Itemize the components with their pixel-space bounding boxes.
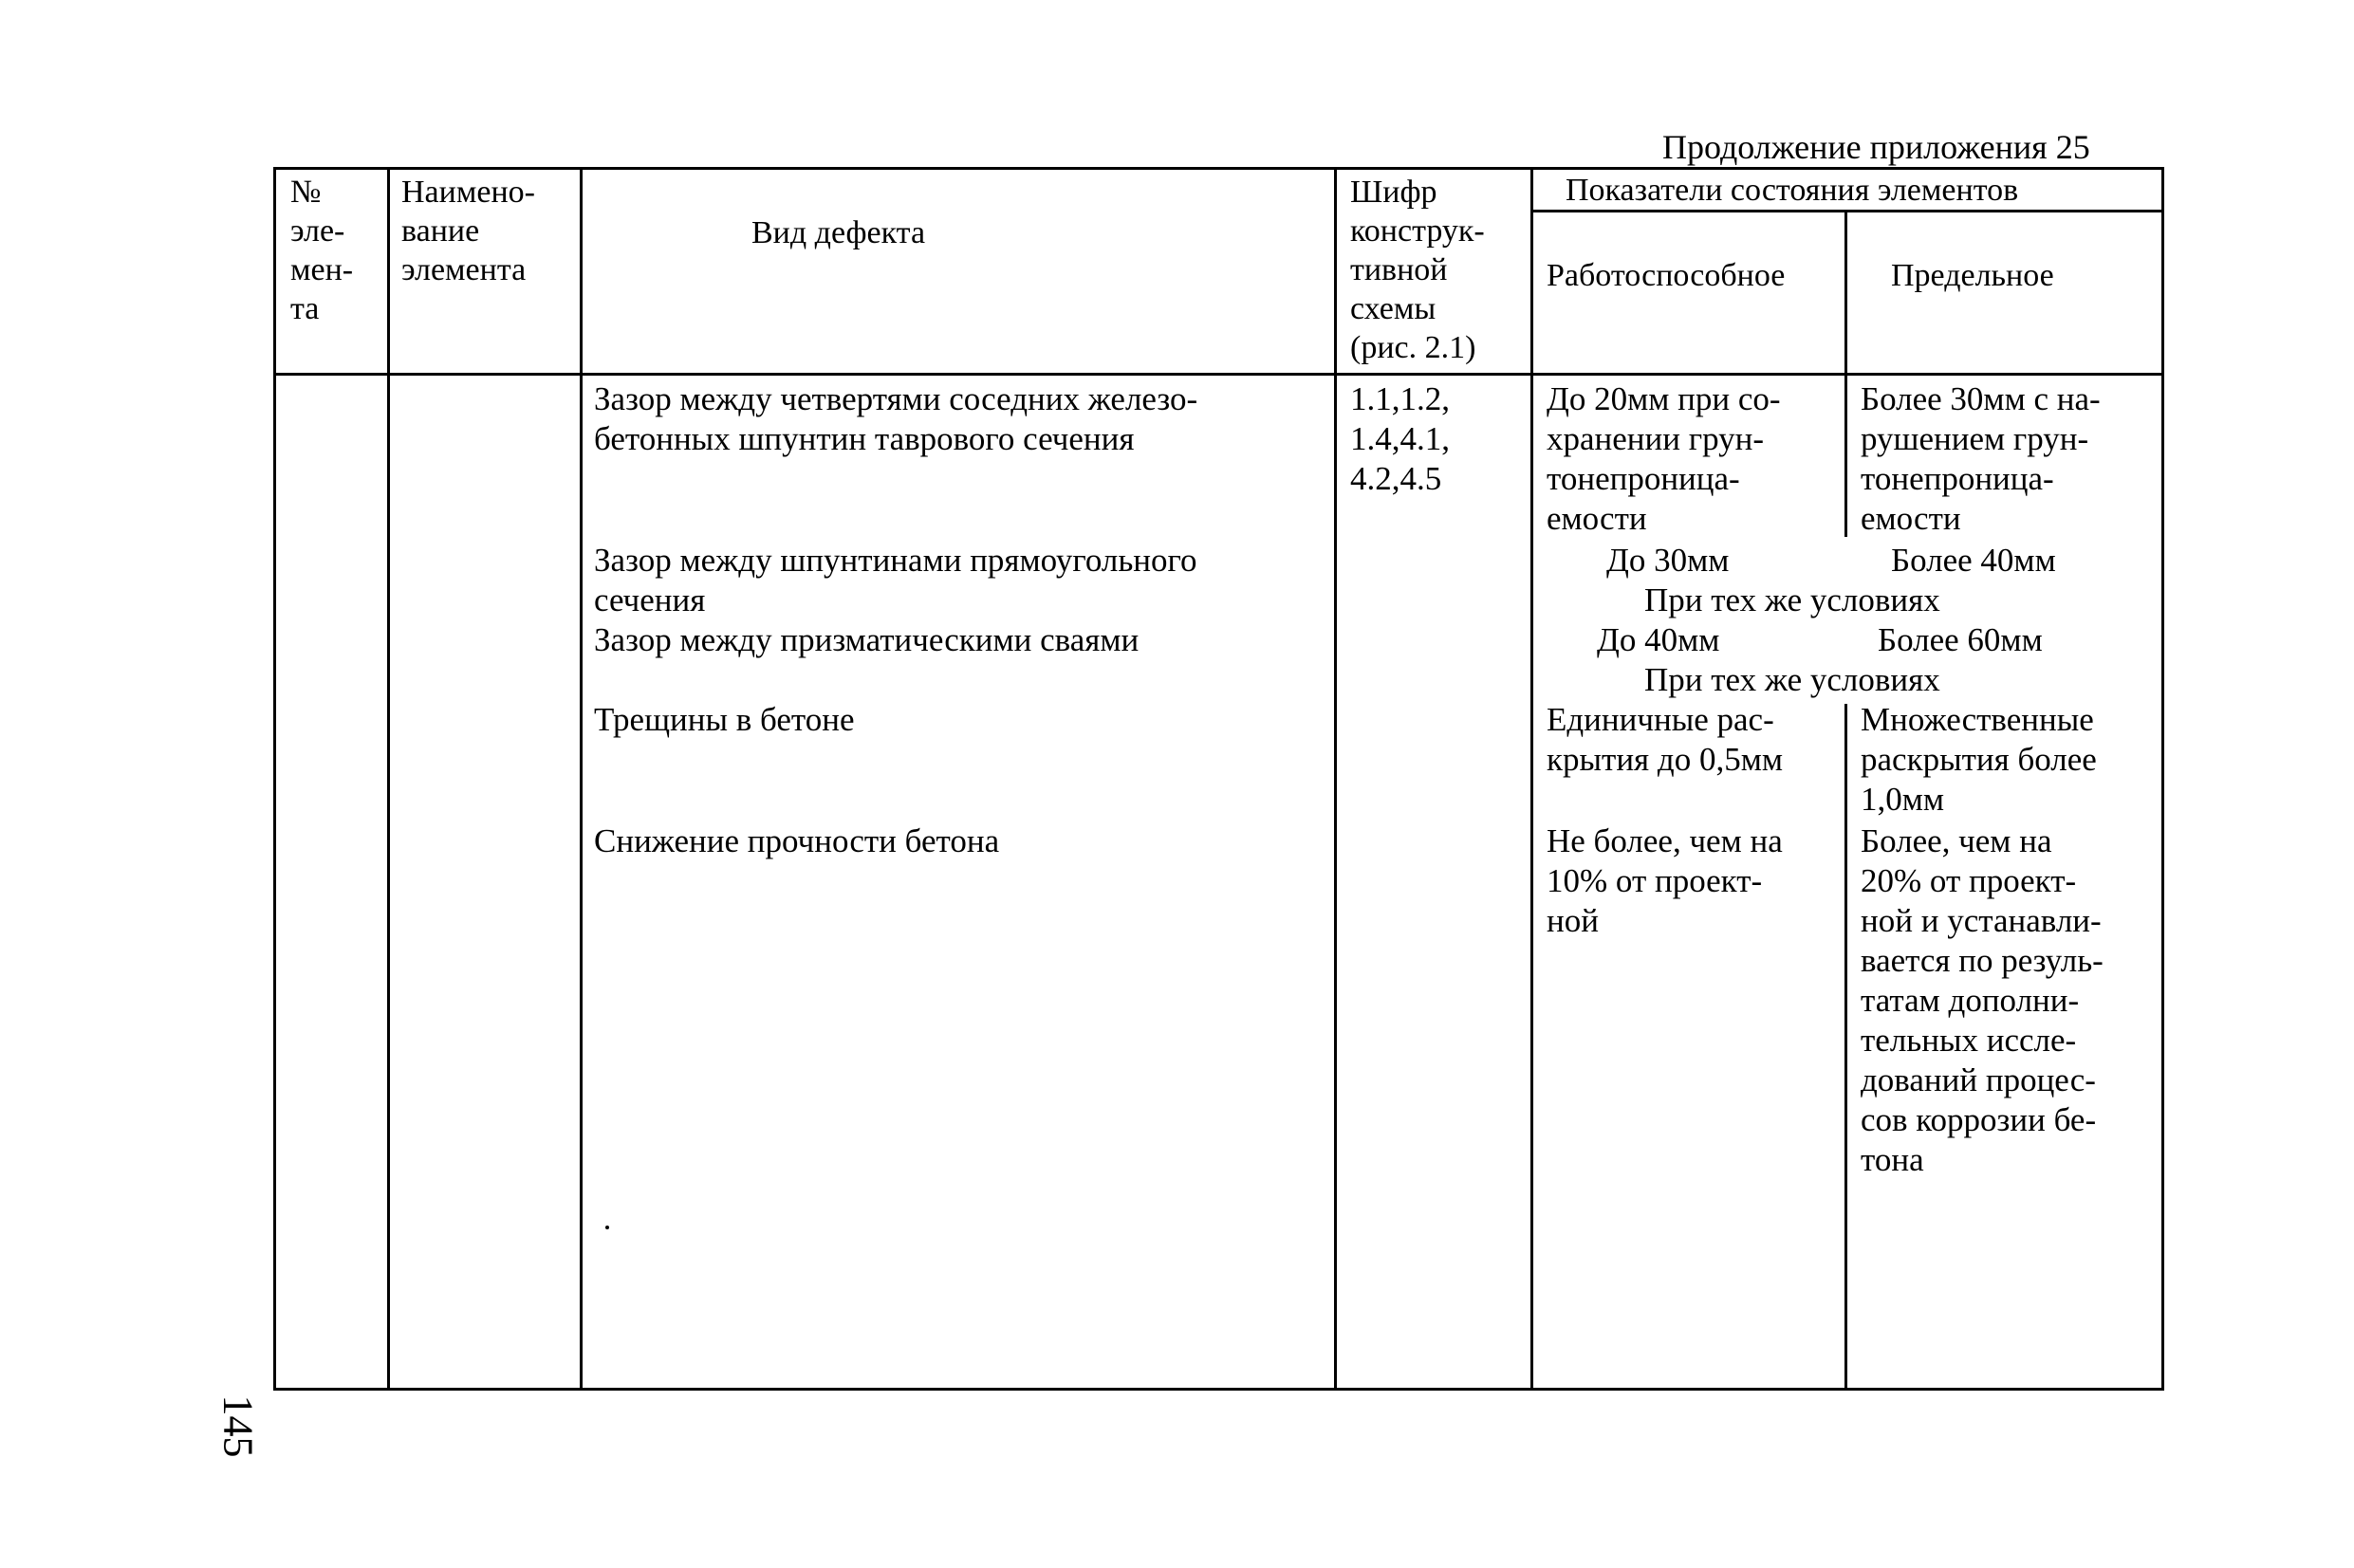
row3-defect: Зазор между призматическими сваями bbox=[594, 621, 1140, 658]
row2-note: При тех же условиях bbox=[1644, 581, 1940, 618]
header-scheme-code: Шифр конструк- тивной схемы (рис. 2.1) bbox=[1350, 175, 1485, 365]
row2-limit: Более 40мм bbox=[1891, 542, 2056, 579]
header-element-number: № эле- мен- та bbox=[290, 175, 354, 326]
header-limit-state: Предельное bbox=[1891, 258, 2054, 293]
col-divider-2 bbox=[580, 167, 583, 1391]
col-divider-4 bbox=[1530, 167, 1533, 1391]
row1-defect: Зазор между четвертями соседних железо- бетонных шпунтин таврового сечения bbox=[594, 380, 1198, 457]
header-state-indicators: Показатели состояния элементов bbox=[1566, 173, 2019, 208]
table-left-border bbox=[273, 167, 276, 1391]
col-divider-3 bbox=[1334, 167, 1337, 1391]
row4-working: Единичные рас- крытия до 0,5мм bbox=[1547, 701, 1783, 778]
table-bottom-border bbox=[273, 1388, 2164, 1391]
row1-limit: Более 30мм с на- рушением грун- тонепроница- емости bbox=[1861, 380, 2101, 537]
header-defect-type: Вид дефекта bbox=[751, 215, 926, 250]
header-working-state: Работоспособное bbox=[1547, 258, 1786, 293]
page-number: 145 bbox=[214, 1394, 262, 1458]
subheader-divider bbox=[1530, 210, 2164, 212]
header-bottom-border bbox=[273, 373, 2164, 376]
row3-working: До 40мм bbox=[1597, 621, 1720, 658]
table-caption: Продолжение приложения 25 bbox=[1662, 128, 2090, 166]
col-divider-5a bbox=[1844, 210, 1847, 537]
row3-limit: Более 60мм bbox=[1878, 621, 2043, 658]
row1-working: До 20мм при со- хранении грун- тонепроница- емости bbox=[1547, 380, 1781, 537]
scan-speck bbox=[605, 1226, 609, 1229]
row5-defect: Снижение прочности бетона bbox=[594, 822, 1000, 859]
row5-limit: Более, чем на 20% от проект- ной и устанавли- вается по резуль- татам дополни- тельных иссле- дований процес- сов коррозии бе- тона bbox=[1861, 822, 2104, 1178]
row2-working: До 30мм bbox=[1606, 542, 1730, 579]
row3-note: При тех же условиях bbox=[1644, 661, 1940, 698]
col-divider-1 bbox=[387, 167, 390, 1391]
table-top-border bbox=[273, 167, 2164, 170]
row5-working: Не более, чем на 10% от проект- ной bbox=[1547, 822, 1783, 939]
row4-defect: Трещины в бетоне bbox=[594, 701, 855, 738]
row1-code: 1.1,1.2, 1.4,4.1, 4.2,4.5 bbox=[1350, 380, 1450, 497]
row4-limit: Множественные раскрытия более 1,0мм bbox=[1861, 701, 2097, 818]
header-element-name: Наимено- вание элемента bbox=[401, 175, 535, 287]
table-right-border bbox=[2161, 167, 2164, 1391]
row2-defect: Зазор между шпунтинами прямоугольного сечения bbox=[594, 542, 1197, 618]
col-divider-5b bbox=[1844, 704, 1847, 1391]
